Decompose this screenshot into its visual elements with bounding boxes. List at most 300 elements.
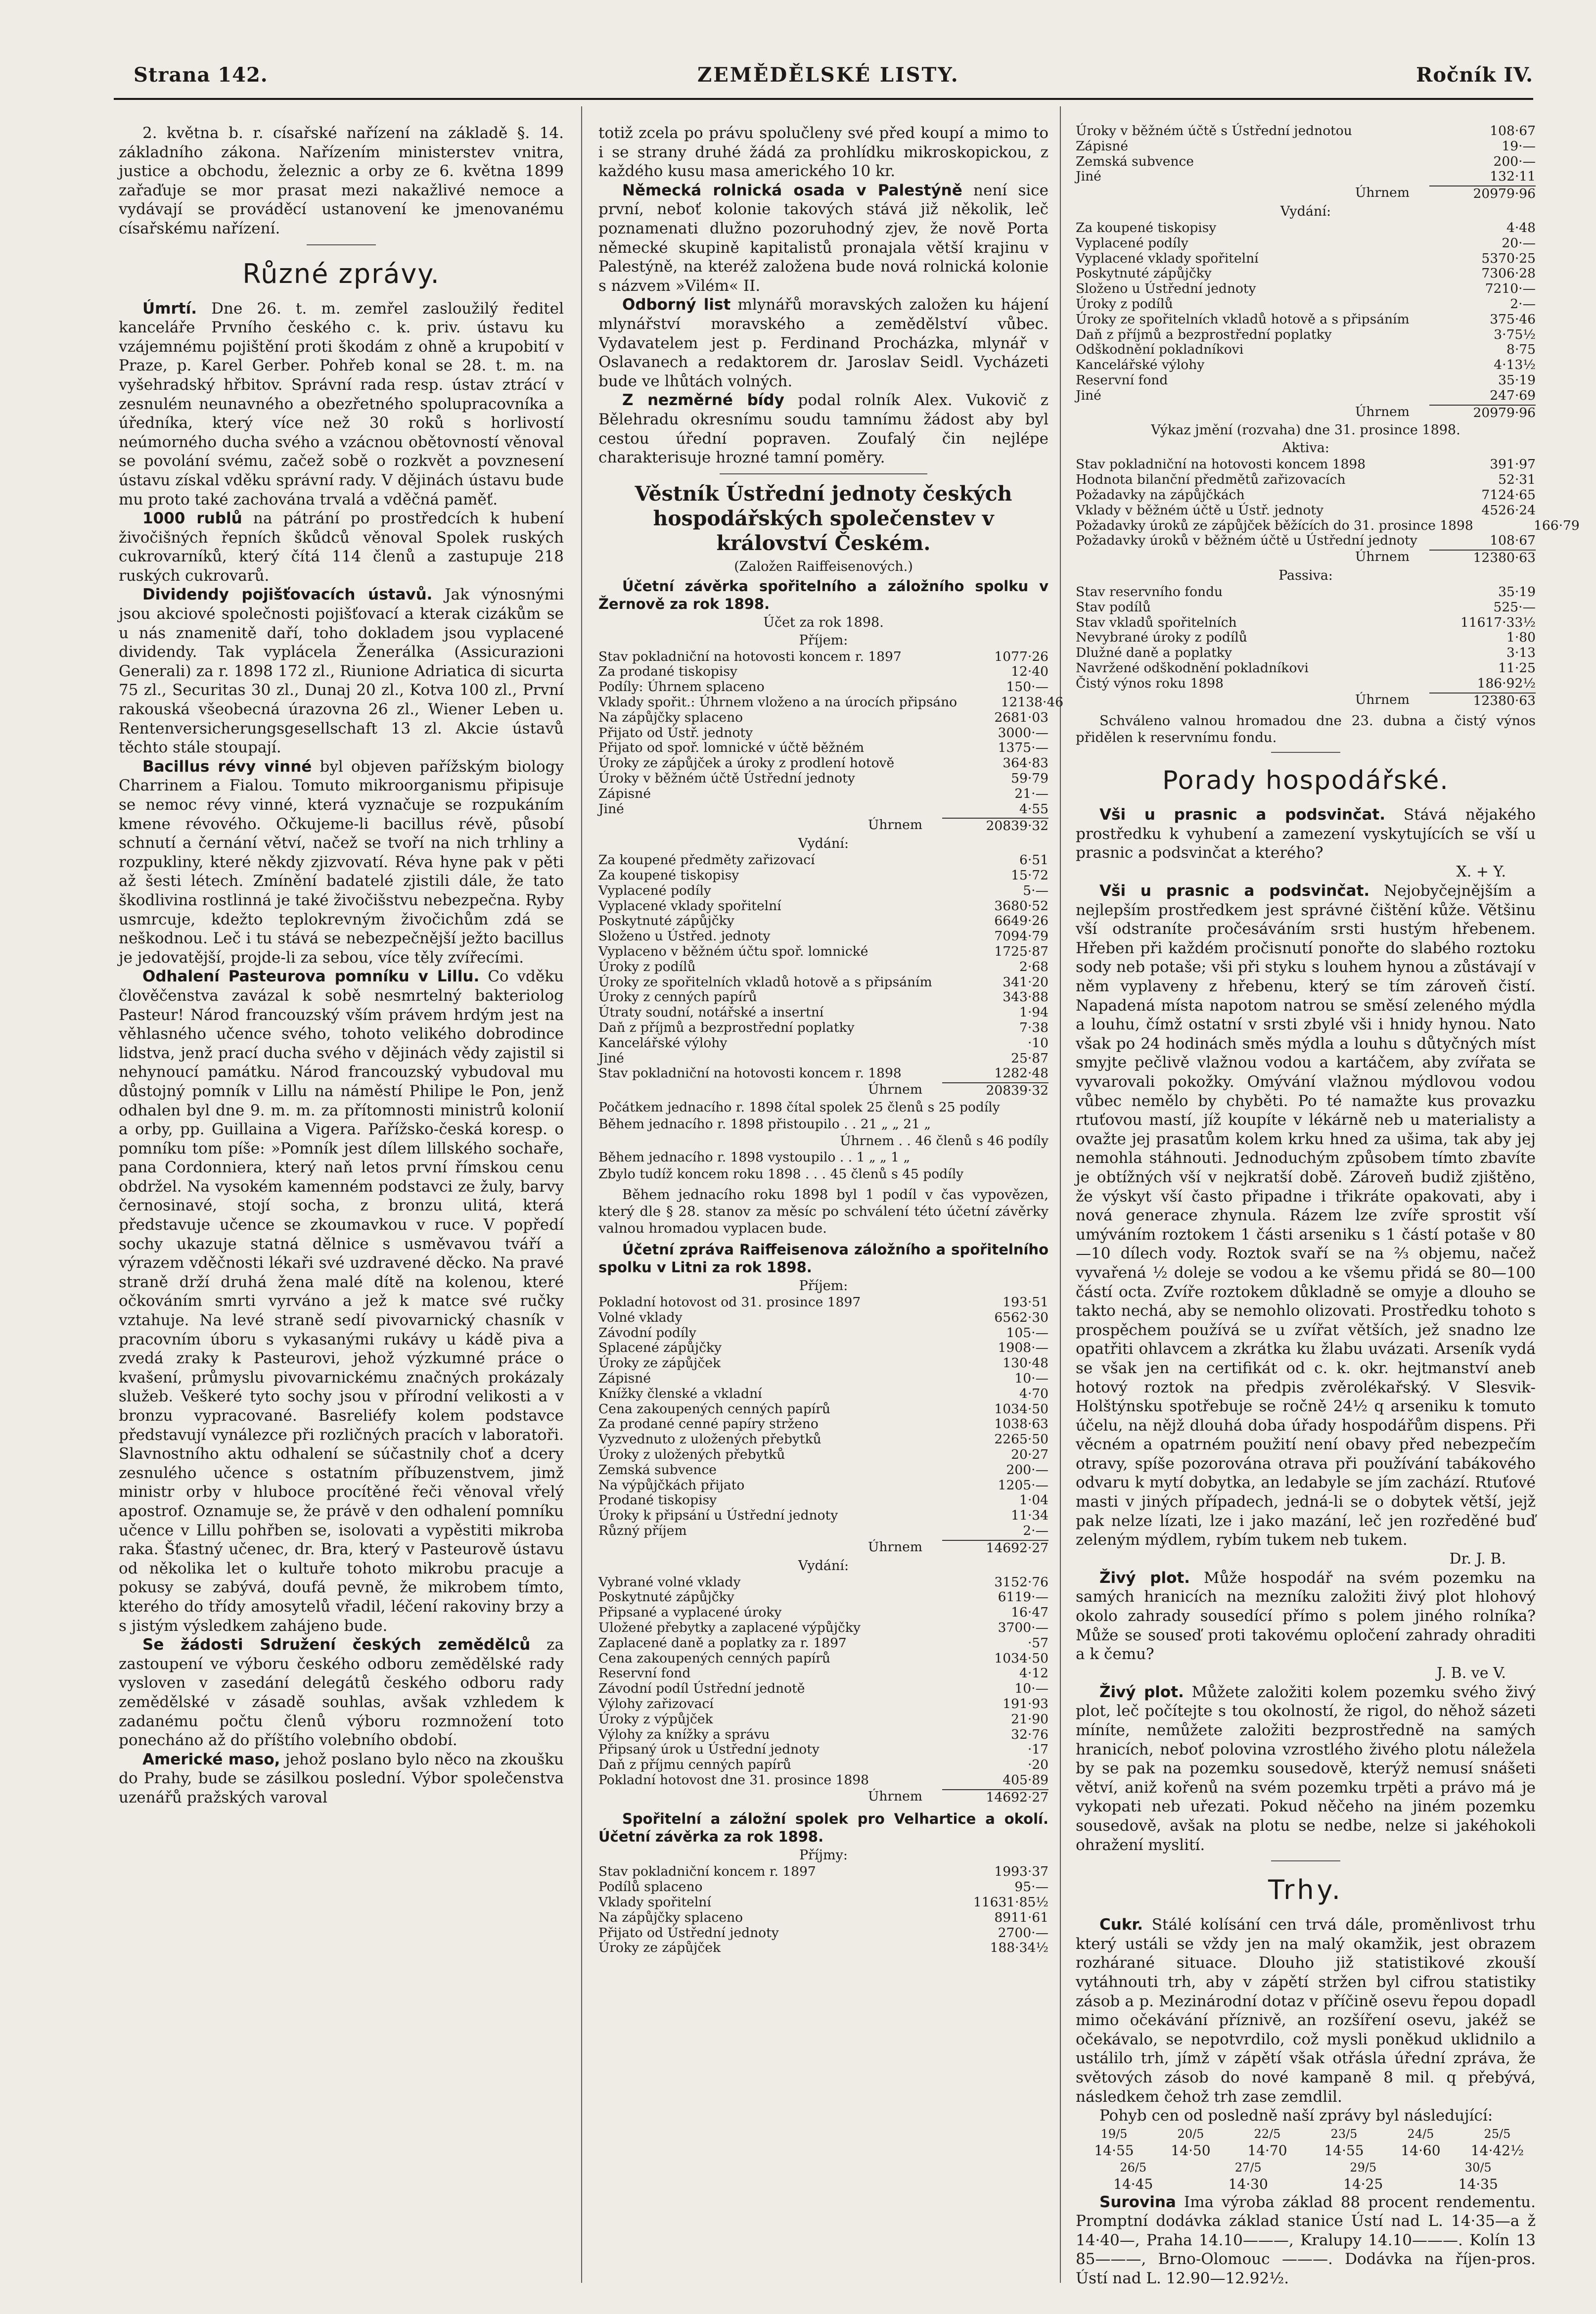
row-label: Kancelářské výlohy <box>598 1035 728 1051</box>
news-item <box>119 299 564 509</box>
item-text: jehož poslano bylo něco na zkoušku do Prahy, bude se zásilkou poslední. Výbor společenstva uzenářů pražských varoval <box>119 1750 564 1806</box>
row-value: 1993·37 <box>994 1864 1049 1880</box>
news-item <box>119 1750 564 1807</box>
item-text: podal rolník Alex. Vukovič z Bělehradu okresnímu soudu tamnímu žádost aby byl cestou úřední popraven. Zoufalý čin nejlépe charakterisuje hrozné tamní poměry. <box>598 391 1049 467</box>
row-value: 7306·28 <box>1481 266 1536 281</box>
membership-line <box>598 1150 1049 1165</box>
row-value: 95·— <box>1014 1879 1049 1895</box>
row-value: 1·80 <box>1506 630 1536 646</box>
table-row <box>1076 585 1536 600</box>
row-value: 132·11 <box>1490 169 1536 185</box>
row-label: Požadavky na zápůjčkách <box>1076 487 1245 503</box>
membership-line <box>598 1134 1049 1149</box>
row-value: 188·34½ <box>990 1940 1049 1956</box>
total-label: Úhrnem <box>1355 549 1410 565</box>
row-value: 405·89 <box>1003 1772 1049 1788</box>
row-value: 11·34 <box>1011 1508 1049 1524</box>
table-row <box>598 1005 1049 1020</box>
table-row <box>598 756 1049 771</box>
table-row <box>598 1402 1049 1417</box>
row-label: Úroky z podílů <box>598 959 696 974</box>
row-value: 25·87 <box>1011 1050 1049 1066</box>
row-label: Úroky ze zápůjček a úroky z prodlení hotově <box>598 755 895 771</box>
expense-heading: Vydání: <box>798 1558 849 1574</box>
table-row <box>598 740 1049 756</box>
total-label: Úhrnem <box>1355 185 1410 201</box>
table-row <box>598 1575 1049 1590</box>
continued-paragraph: totiž zcela po právu spolučleny své před koupí a mimo to i se strany druhé žádá za prohlídku mikroskopickou, z každého kusu masa amerického 10 kr. <box>598 124 1049 181</box>
item-lead: Vši u prasnic a podsvinčat. <box>1099 882 1370 900</box>
signature: J. B. ve V. <box>1436 1664 1506 1682</box>
table-row <box>598 1066 1049 1081</box>
row-label: Zemská subvence <box>598 1462 717 1478</box>
row-value: 191·93 <box>1003 1696 1049 1712</box>
row-label: Pokladní hotovost od 31. prosince 1897 <box>598 1294 861 1310</box>
membership-text: Během jednacího r. 1898 vystoupilo . . 1 „ „ 1 „ <box>598 1150 911 1165</box>
item-lead: Živý plot. <box>1099 1683 1184 1701</box>
table-row <box>598 1895 1049 1910</box>
column-divider <box>581 106 582 2283</box>
table-row <box>598 664 1049 680</box>
row-value: 20·— <box>1502 235 1536 251</box>
question <box>1076 805 1536 863</box>
row-value: 1282·48 <box>994 1065 1049 1081</box>
row-label: Úroky k připsání u Ústřední jednoty <box>598 1508 838 1524</box>
table-row <box>598 1605 1049 1620</box>
row-label: Cena zakoupených cenných papírů <box>598 1401 831 1417</box>
row-label: Přijato od Ústř. jednoty <box>598 725 753 740</box>
table-row <box>1076 169 1536 185</box>
row-value: 1077·26 <box>994 648 1049 664</box>
row-label: Požadavky úroků v běžném účtě u Ústřední jednoty <box>1076 533 1417 549</box>
row-value: 1·94 <box>1019 1005 1049 1020</box>
item-text: Můžete založiti kolem pozemku svého živý plot, leč počítejte s tou okolností, že rigol, do něhož sázeti míníte, nemůžete založiti bezprostředně na samých hranicích, neboť polovina vzrostlého živého plotu náležela by se pak na pozemku sousedově, kterýž nemusí snášeti větví, aniž kořenů na svém pozemku trpěti a právo má je vykopati neb uřezati. Pokud něčeho na jiném pozemku sousedově, avšak na plotu se nedbe, nelze si jakéhokoli ohražení myslití. <box>1076 1683 1536 1854</box>
price-date: 30/5 <box>1464 2160 1492 2175</box>
row-label: Připsané a vyplacené úroky <box>598 1605 782 1620</box>
row-label: Vklady spořit.: Úhrnem vloženo a na úrocích připsáno <box>598 694 958 710</box>
total-label: Úhrnem <box>868 1788 922 1804</box>
table-expense-zernov <box>598 853 1049 1081</box>
row-label: Úroky z podílů <box>1076 296 1173 312</box>
row-label: Vybrané volné vklady <box>598 1574 741 1590</box>
row-label: Navržené odškodnění pokladníkovi <box>1076 660 1309 676</box>
total-value: 14692·27 <box>942 1540 1049 1556</box>
row-label: Jiné <box>1076 169 1101 185</box>
row-label: Reservní fond <box>1076 372 1168 388</box>
row-value: 6119·— <box>998 1589 1049 1605</box>
row-value: 150·— <box>1006 679 1049 695</box>
row-value: 1034·50 <box>994 1401 1049 1417</box>
row-value: 2·68 <box>1019 959 1049 974</box>
news-item <box>119 757 564 968</box>
table-row <box>598 1051 1049 1066</box>
row-label: Odškodnění pokladníkovi <box>1076 342 1244 358</box>
price-value: 14·42½ <box>1470 2142 1524 2159</box>
row-value: 108·67 <box>1490 533 1536 549</box>
row-label: Zápisné <box>598 1370 651 1386</box>
row-label: Uložené přebytky a zaplacené výpůjčky <box>598 1620 861 1635</box>
row-value: 1·04 <box>1019 1492 1049 1508</box>
row-value: 375·46 <box>1490 311 1536 327</box>
table-row <box>598 1524 1049 1539</box>
price-value: 14·30 <box>1228 2175 1268 2192</box>
row-value: 16·47 <box>1011 1605 1049 1620</box>
total-row <box>1076 693 1536 709</box>
row-value: 35·19 <box>1498 584 1536 600</box>
item-text: mlynářů moravských založen ku hájení mlynářství moravského a zemědělství vůbec. Vydavatelem jest p. Ferdinand Procházka, mlynář v Oslavanech a redaktorem dr. Jaroslav Seidl. Vycházeti bude ve lhůtách volných. <box>598 296 1049 390</box>
table-row <box>598 1417 1049 1432</box>
table-expense-velhartice <box>1076 221 1536 404</box>
table-row <box>598 1295 1049 1310</box>
row-value: 1725·87 <box>994 944 1049 960</box>
news-item <box>119 967 564 1635</box>
table-row <box>598 1590 1049 1605</box>
row-label: Složeno u Ústřední jednoty <box>1076 281 1256 297</box>
row-label: Na zápůjčky splaceno <box>598 709 743 725</box>
table-income-litne <box>598 1295 1049 1539</box>
row-label: Úroky z uložených přebytků <box>598 1446 785 1462</box>
row-value: 8911·61 <box>994 1909 1049 1925</box>
price-date: 23/5 <box>1330 2127 1358 2141</box>
row-label: Závodní podíl Ústřední jednotě <box>598 1681 805 1697</box>
price-date: 29/5 <box>1350 2160 1377 2175</box>
row-value: 2·— <box>1510 296 1536 312</box>
table-row <box>1076 236 1536 251</box>
signature: Dr. J. B. <box>1449 1550 1506 1568</box>
row-value: 7·38 <box>1019 1020 1049 1036</box>
table-row <box>598 868 1049 883</box>
table-row <box>1076 472 1536 488</box>
row-value: 4·48 <box>1506 220 1536 235</box>
item-text: Dne 26. t. m. zemřel zasloužilý ředitel kanceláře Prvního českého c. k. priv. ústavu ku vzájemnému pojištění proti škodám z ohně a krupobití v Praze, p. Karel Gerber. Pohřeb konal se 28. t. m. na vyšehradský hřbitov. Správní rada resp. ústav ztrácí v zesnulém neunavného a obezřetného spolupracovníka a úředníka, který více než 30 roků s horlivostí neúmorného ducha svého a vzácnou obětovností věnoval se povolání svému, začež sobě o rozkvět a povznesení ústavu získal vděku správní rady. V dějinách ústavu bude mu proto také zachována trvalá a vděčná paměť. <box>119 299 564 509</box>
signature: X. + Y. <box>1456 863 1506 881</box>
row-label: Přijato od spoř. lomnické v účtě běžném <box>598 740 865 756</box>
row-value: 130·48 <box>1003 1355 1049 1371</box>
statement-title-text: Účetní zpráva Raiffeisenova záložního a spořitelního spolku v Litni za rok 1898. <box>598 1241 1049 1276</box>
item-lead: Cukr. <box>1099 1916 1143 1934</box>
table-row <box>598 1387 1049 1402</box>
row-value: 11617·33½ <box>1460 614 1536 630</box>
income-heading: Příjmy: <box>799 1848 848 1863</box>
price-value: 14·55 <box>1324 2142 1364 2159</box>
table-row <box>598 726 1049 741</box>
total-row <box>1076 185 1536 202</box>
table-row <box>598 1620 1049 1636</box>
membership-text: Během jednacího r. 1898 přistoupilo . . 21 „ „ 21 „ <box>598 1116 931 1132</box>
table-row <box>598 899 1049 914</box>
membership-text: Zbylo tudíž koncem roku 1898 . . . 45 členů s 45 podíly <box>598 1166 964 1182</box>
row-label: Jiné <box>598 801 624 817</box>
row-label: Přijato od Ústřední jednoty <box>598 1925 779 1941</box>
table-row <box>1076 312 1536 327</box>
table-row <box>1076 251 1536 267</box>
membership-line <box>598 1167 1049 1182</box>
divider <box>1271 752 1340 753</box>
row-value: 1038·63 <box>994 1416 1049 1432</box>
row-value: 200·— <box>1006 1462 1049 1478</box>
row-label: Zápisné <box>598 786 651 801</box>
row-value: 6649·26 <box>994 913 1049 929</box>
total-value: 14692·27 <box>942 1789 1049 1805</box>
row-value: 2681·03 <box>994 709 1049 725</box>
expense-heading: Vydání: <box>1280 203 1331 219</box>
approval-note: Schváleno valnou hromadou dne 23. dubna a čistý výnos přidělen k reservnímu fondu. <box>1076 713 1536 746</box>
table-row <box>598 1926 1049 1941</box>
row-value: 186·92½ <box>1477 675 1536 691</box>
row-label: Závodní podíly <box>598 1325 696 1341</box>
table-row <box>598 1478 1049 1493</box>
row-label: Volné vklady <box>598 1309 683 1325</box>
row-label: Zápisné <box>1076 138 1128 154</box>
table-row <box>1076 139 1536 154</box>
row-label: Různý příjem <box>598 1523 687 1538</box>
table-income-continued <box>1076 124 1536 185</box>
row-label: Vyplacené podíly <box>1076 235 1188 251</box>
row-label: Nevybrané úroky z podílů <box>1076 630 1247 646</box>
news-item <box>598 391 1049 467</box>
price-value: 14·70 <box>1247 2142 1287 2159</box>
table-row <box>1076 488 1536 503</box>
price-intro: Pohyb cen od posledně naší zprávy byl následující: <box>1099 2107 1493 2125</box>
table-row <box>598 1508 1049 1524</box>
total-row <box>1076 550 1536 566</box>
table-row <box>598 802 1049 817</box>
row-label: Cena zakoupených cenných papírů <box>598 1650 831 1666</box>
news-items <box>119 299 564 1807</box>
row-value: 59·79 <box>1011 771 1049 787</box>
row-label: Za koupené tiskopisy <box>598 868 739 883</box>
statement-title-zernov <box>598 577 1049 613</box>
divider <box>1271 1860 1340 1861</box>
item-text: Nejobyčejnějším a nejlepším prostředkem jest správné čištění kůže. Většinu vší odstraníte pročesáváním srsti hustým hřebenem. Hřeben při každém pročisnutí ponořte do slabého roztoku sody neb potaše; vši při styku s louhem hynou a zůstávají v něm vyplaveny z hřebenu, který se tím zároveň čistí. Napadená místa napotom natrou se směsí zeleného mýdla a louhu, čímž ostatní v srsti zbylé vši i hnidy hynou. Nato však po 24 hodinách směs mýdla a louhu s důtyčných míst smyjte pečlivě vlažnou vodou a kartáčem, aby zvířata se vyvarovali pokožky. Omývání vlažnou mýdlovou vodou vůbec nemělo by chyběti. Po té namažte kus provazku rtuťovou mastí, jíž koupíte v lékárně neb u materialisty a ovažte jej prasatům kolem krku hned za ušima, tak aby jej nemohla stáhnouti. Jednoduchým způsobem tímto zbavíte je obtížných vší v nejkratší době. Zároveň budiž zjištěno, že výskyt vší často připadne i třikráte opakovati, aby i nová generace zhynula. Rázem lze zvíře sprostit vší umýváním roztokem 1 části arseniku s 1 částí potaše v 80—10 dílech vody. Roztok svaří se na ⅔ objemu, načež vyvařená ½ doleje se vodou a ke všemu přidá se 80—100 částí octa. Zvíře roztokem důkladně se omyje a dlouho se takto nechá, aby se nemohlo olizovati. Prostředku tohoto s prospěchem používá se u zvířat větších, jež snadno lze opatřiti ohlavcem a zkrátka ku žlabu uvázati. Arseník vydá se však jen na certifikát od c. k. okr. hejtmanství aneb hotový roztok na předpis zvěrolékařský. V Slesvik-Holštýnsku spotřebuje se ročně 24½ q arseniku k tomuto účelu, na nějž dlouhá doba úřady hospodářům dispens. Při věcném a opatrném použití není obavy před nebezpečím otravy, spíše pozorována otrava při používání tabákového odvaru k mytí dobytka, an ledabyle se jím zachází. Rtuťové masti v jiných případech, jedná-li se o dobytek větší, jejž pak nelze lízati, lze i jako mazání, leč jen rozředěné buď zeleným mýdlem, rybím tukem neb tukem. <box>1076 882 1536 1549</box>
item-text: Stálé kolísání cen trvá dále, proměnlivost trhu který ustáli se vždy jen na malý okamžik, jest obrazem rozhárané situace. Dlouho již statistikové zkouší vytáhnouti trh, aby v zápětí stržen byl cifrou statistiky zásob a p. Mezinárodní dotaz v příčině osevu řepou dopadl mimo očekávání příznivě, an rozšíření osevu, jakéž se očekávalo, se nepotvrdilo, což mysli poněkud uklidnilo a ustálilo trh, jímž v zápětí však otřásla úřední zpráva, že světových zásob do nové kampaně 8 mil. q přebývá, následkem čehož trh zase zemdlil. <box>1076 1916 1536 2106</box>
news-item <box>598 295 1049 391</box>
news-items <box>598 181 1049 467</box>
row-value: 1034·50 <box>994 1650 1049 1666</box>
table-row <box>598 1020 1049 1036</box>
row-label: Stav pokladniční na hotovosti koncem r. 1898 <box>598 1065 902 1081</box>
row-value: 4·13½ <box>1494 357 1536 373</box>
total-value: 20839·32 <box>942 1082 1049 1099</box>
item-text: Stává nějakého prostředku k vyhubení a zamezení vyskytujících se vší u prasnic a podsvinčat a kterého? <box>1076 806 1536 862</box>
row-label: Reservní fond <box>598 1666 691 1681</box>
row-label: Splacené zápůjčky <box>598 1340 722 1356</box>
item-lead: Úmrtí. <box>142 299 197 318</box>
item-text: Může hospodář na svém pozemku na samých hranicích na mezníku založiti živý plot hlohový okolo zahrady sousedící přímo s polem jiného rolníka? Může se souseď proti takovému opločení zahrady ohraditi a k čemu? <box>1076 1569 1536 1664</box>
column-divider <box>1060 106 1061 2283</box>
table-row <box>598 710 1049 726</box>
row-value: 35·19 <box>1498 372 1536 388</box>
section-title-news: Různé zprávy. <box>242 258 440 289</box>
total-value: 12380·63 <box>1429 693 1536 709</box>
row-value: ·20 <box>1027 1757 1049 1773</box>
item-text: za zastoupení ve výboru českého odboru zemědělské rady vysloven v zasedání delegátů českého odboru rady zemědělské v zásadě souhlas, avšak vzhledem k zadanému počtu členů výboru rozmnožení toto ponecháno až do příštího volebního období. <box>119 1636 564 1750</box>
table-assets <box>1076 457 1580 549</box>
row-label: Úroky ze spořitelních vkladů hotově a s připsáním <box>1076 311 1410 327</box>
table-row <box>1076 342 1536 358</box>
row-value: 166·79 <box>1534 517 1580 533</box>
row-label: Požadavky úroků ze zápůjček běžících do 31. prosince 1898 <box>1076 517 1473 533</box>
row-value: 3152·76 <box>994 1574 1049 1590</box>
row-value: 247·69 <box>1490 387 1536 403</box>
row-label: Stav pokladniční koncem r. 1897 <box>598 1864 816 1880</box>
row-label: Poskytnuté zápůjčky <box>598 1589 734 1605</box>
table-row <box>1076 661 1536 676</box>
table-row <box>598 1310 1049 1326</box>
table-row <box>1076 517 1580 534</box>
row-value: 341·20 <box>1003 974 1049 990</box>
row-label: Na zápůjčky splaceno <box>598 1909 743 1925</box>
market-raw <box>1076 2193 1536 2288</box>
table-row <box>598 1742 1049 1758</box>
table-row <box>598 914 1049 929</box>
table-row <box>598 929 1049 944</box>
table-row <box>1076 457 1536 472</box>
table-row <box>598 975 1049 990</box>
table-row <box>1076 676 1536 692</box>
membership-text: Počátkem jednacího r. 1898 čítal spolek 25 členů s 25 podíly <box>598 1100 1000 1115</box>
row-value: 21·90 <box>1011 1711 1049 1727</box>
price-value: 14·25 <box>1343 2175 1383 2192</box>
row-value: 7094·79 <box>994 928 1049 944</box>
news-item <box>119 585 564 757</box>
table-row <box>598 1910 1049 1926</box>
table-row <box>598 1681 1049 1697</box>
row-label: Na výpůjčkách přijato <box>598 1477 745 1493</box>
table-row <box>1076 646 1536 661</box>
row-label: Daň z příjmů a bezprostřední poplatky <box>1076 326 1332 342</box>
row-label: Úroky ze spořitelních vkladů hotově a s připsáním <box>598 974 932 990</box>
table-row <box>598 1341 1049 1356</box>
price-table <box>1076 2126 1536 2159</box>
table-row <box>1076 281 1536 297</box>
answer <box>1076 881 1536 1550</box>
table-row <box>1076 327 1536 343</box>
account-title: Účet za rok 1898. <box>763 614 884 630</box>
row-label: Stav reservního fondu <box>1076 584 1223 600</box>
row-label: Útraty soudní, notářské a insertní <box>598 1005 824 1020</box>
row-value: 5·— <box>1023 882 1049 898</box>
row-value: 32·76 <box>1011 1726 1049 1742</box>
table-row <box>598 649 1049 665</box>
price-values <box>1076 2142 1536 2159</box>
row-value: ·17 <box>1027 1742 1049 1758</box>
table-row <box>598 1463 1049 1478</box>
row-value: 10·— <box>1014 1370 1049 1386</box>
row-value: 21·— <box>1014 786 1049 801</box>
price-date: 20/5 <box>1177 2127 1204 2141</box>
row-label: Za prodané tiskopisy <box>598 664 737 680</box>
row-label: Za prodané cenné papíry strženo <box>598 1416 819 1432</box>
row-value: 200·— <box>1493 153 1536 169</box>
table-row <box>598 1432 1049 1447</box>
table-row <box>1076 630 1536 646</box>
price-date: 26/5 <box>1120 2160 1147 2175</box>
row-label: Připsaný úrok u Ústřední jednoty <box>598 1742 820 1758</box>
row-label: Podílů splaceno <box>598 1879 703 1895</box>
table-row <box>1076 297 1536 312</box>
row-label: Daň z příjmů a bezprostřední poplatky <box>598 1020 855 1036</box>
membership-line <box>598 1100 1049 1115</box>
item-lead: 1000 rublů <box>142 509 242 528</box>
column-1 <box>119 124 564 2280</box>
table-row <box>598 1036 1049 1051</box>
news-item <box>119 1635 564 1750</box>
row-label: Vyplacené vklady spořitelní <box>1076 250 1259 266</box>
price-dates <box>1076 2159 1536 2176</box>
column-2 <box>598 124 1064 2280</box>
row-label: Zaplacené daně a poplatky za r. 1897 <box>598 1635 847 1651</box>
table-row <box>598 1697 1049 1712</box>
membership-lines <box>598 1100 1049 1182</box>
divider <box>307 244 376 245</box>
row-label: Vyzvednuto z uložených přebytků <box>598 1432 821 1447</box>
total-value: 20979·96 <box>1429 405 1536 421</box>
table-row <box>598 1371 1049 1387</box>
assets-heading: Aktiva: <box>1282 440 1329 456</box>
table-row <box>1076 388 1536 404</box>
row-value: 7210·— <box>1485 281 1536 297</box>
row-label: Dlužné daně a poplatky <box>1076 645 1232 661</box>
section-title-markets: Trhy. <box>1268 1874 1343 1906</box>
row-value: 3·75½ <box>1494 326 1536 342</box>
bulletin-subtitle: (Založen Raiffeisenových.) <box>734 558 913 574</box>
page-header <box>134 63 1533 99</box>
table-row <box>598 1666 1049 1681</box>
answer <box>1076 1683 1536 1854</box>
price-date: 25/5 <box>1484 2127 1511 2141</box>
total-row <box>598 1082 1049 1099</box>
row-value: 364·83 <box>1003 755 1049 771</box>
item-lead: Z nezměrné bídy <box>622 391 784 410</box>
table-row <box>598 1727 1049 1743</box>
row-value: 6·51 <box>1019 852 1049 868</box>
table-row <box>598 960 1049 975</box>
table-row <box>598 1773 1049 1788</box>
price-value: 14·60 <box>1401 2142 1441 2159</box>
row-value: 19·— <box>1502 138 1536 154</box>
table-row <box>1076 124 1536 139</box>
row-value: 2265·50 <box>994 1432 1049 1447</box>
table-row <box>598 853 1049 868</box>
row-label: Zemská subvence <box>1076 153 1194 169</box>
row-value: 6562·30 <box>994 1309 1049 1325</box>
table-row <box>1076 533 1536 549</box>
row-label: Knížky členské a vkladní <box>598 1386 762 1401</box>
row-value: 5370·25 <box>1481 250 1536 266</box>
table-row <box>1076 615 1536 631</box>
price-value: 14·45 <box>1113 2175 1153 2192</box>
price-date: 27/5 <box>1234 2160 1262 2175</box>
row-label: Kancelářské výlohy <box>1076 357 1205 373</box>
table-row <box>598 771 1049 787</box>
row-label: Vklady v běžném účtě u Ústř. jednoty <box>1076 502 1323 518</box>
row-label: Výlohy zařizovací <box>598 1696 714 1712</box>
statement-title-litne <box>598 1241 1049 1276</box>
table-row <box>598 1712 1049 1727</box>
price-value: 14·50 <box>1171 2142 1211 2159</box>
table-row <box>598 1493 1049 1508</box>
row-value: 10·— <box>1014 1681 1049 1697</box>
row-value: 12138·46 <box>1001 694 1064 710</box>
table-row <box>1076 221 1536 236</box>
row-value: 3680·52 <box>994 898 1049 914</box>
price-value: 14·55 <box>1094 2142 1134 2159</box>
section-title-advice: Porady hospodářské. <box>1162 766 1449 796</box>
total-value: 20979·96 <box>1429 185 1536 202</box>
advice-items <box>1076 805 1536 1854</box>
row-label: Pokladní hotovost dne 31. prosince 1898 <box>598 1772 869 1788</box>
